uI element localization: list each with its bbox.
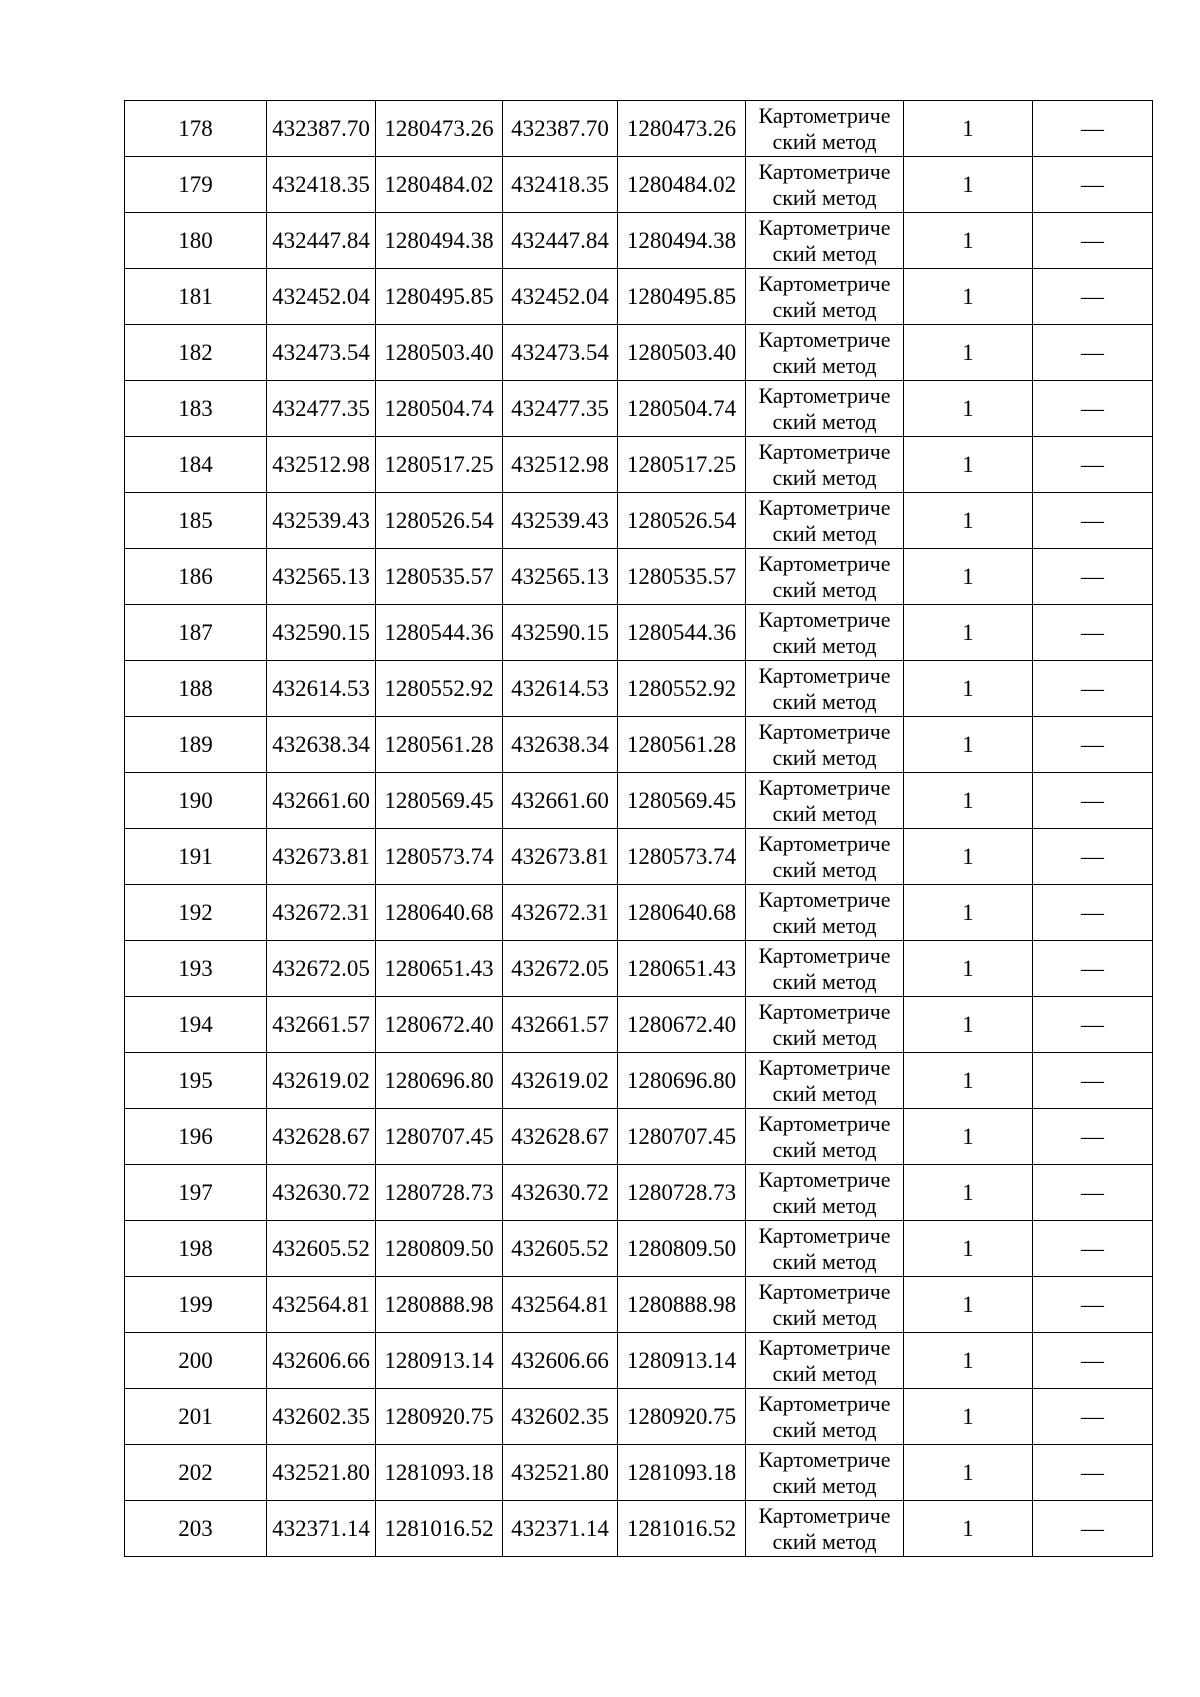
method-cell xyxy=(746,1221,904,1277)
description-cell: — xyxy=(1033,437,1153,493)
method-cell xyxy=(746,717,904,773)
existing-y-cell: 1280913.14 xyxy=(376,1333,503,1389)
new-x-cell: 432673.81 xyxy=(503,829,618,885)
point-number-cell: 193 xyxy=(125,941,267,997)
existing-y-cell: 1280573.74 xyxy=(376,829,503,885)
table-row xyxy=(125,1109,1153,1165)
new-x-cell: 432447.84 xyxy=(503,213,618,269)
accuracy-cell: 1 xyxy=(904,997,1033,1053)
table-row xyxy=(125,661,1153,717)
new-y-cell: 1280569.45 xyxy=(618,773,746,829)
new-y-cell: 1280707.45 xyxy=(618,1109,746,1165)
description-cell: — xyxy=(1033,213,1153,269)
table-row xyxy=(125,1165,1153,1221)
existing-x-cell: 432387.70 xyxy=(267,101,376,157)
point-number-cell: 179 xyxy=(125,157,267,213)
point-number-cell: 189 xyxy=(125,717,267,773)
existing-y-cell: 1280552.92 xyxy=(376,661,503,717)
existing-x-cell: 432602.35 xyxy=(267,1389,376,1445)
new-y-cell: 1280640.68 xyxy=(618,885,746,941)
point-number-cell: 183 xyxy=(125,381,267,437)
point-number-cell: 195 xyxy=(125,1053,267,1109)
description-cell: — xyxy=(1033,829,1153,885)
existing-x-cell: 432521.80 xyxy=(267,1445,376,1501)
existing-x-cell: 432452.04 xyxy=(267,269,376,325)
method-line-1: Картометриче xyxy=(758,1222,891,1248)
method-line-2: ский метод xyxy=(772,408,877,434)
method-line-2: ский метод xyxy=(772,1136,877,1162)
new-x-cell: 432661.60 xyxy=(503,773,618,829)
new-x-cell: 432521.80 xyxy=(503,1445,618,1501)
method-cell xyxy=(746,885,904,941)
method-line-2: ский метод xyxy=(772,968,877,994)
new-y-cell: 1280561.28 xyxy=(618,717,746,773)
existing-y-cell: 1280535.57 xyxy=(376,549,503,605)
existing-y-cell: 1280517.25 xyxy=(376,437,503,493)
new-y-cell: 1280494.38 xyxy=(618,213,746,269)
method-line-2: ский метод xyxy=(772,912,877,938)
new-y-cell: 1280484.02 xyxy=(618,157,746,213)
new-y-cell: 1280573.74 xyxy=(618,829,746,885)
accuracy-cell: 1 xyxy=(904,605,1033,661)
table-row xyxy=(125,549,1153,605)
new-y-cell: 1280809.50 xyxy=(618,1221,746,1277)
existing-y-cell: 1280503.40 xyxy=(376,325,503,381)
description-cell: — xyxy=(1033,381,1153,437)
description-cell: — xyxy=(1033,157,1153,213)
existing-x-cell: 432371.14 xyxy=(267,1501,376,1557)
description-cell: — xyxy=(1033,1053,1153,1109)
description-cell: — xyxy=(1033,1445,1153,1501)
method-cell xyxy=(746,997,904,1053)
method-line-2: ский метод xyxy=(772,296,877,322)
point-number-cell: 200 xyxy=(125,1333,267,1389)
table-row xyxy=(125,1277,1153,1333)
new-x-cell: 432590.15 xyxy=(503,605,618,661)
coordinates-table-body xyxy=(125,101,1153,1557)
description-cell: — xyxy=(1033,1277,1153,1333)
existing-y-cell: 1280728.73 xyxy=(376,1165,503,1221)
point-number-cell: 187 xyxy=(125,605,267,661)
description-cell: — xyxy=(1033,717,1153,773)
description-cell: — xyxy=(1033,1333,1153,1389)
table-row xyxy=(125,1333,1153,1389)
table-row xyxy=(125,1445,1153,1501)
accuracy-cell: 1 xyxy=(904,381,1033,437)
point-number-cell: 186 xyxy=(125,549,267,605)
existing-x-cell: 432590.15 xyxy=(267,605,376,661)
point-number-cell: 196 xyxy=(125,1109,267,1165)
method-cell xyxy=(746,1165,904,1221)
method-line-2: ский метод xyxy=(772,1416,877,1442)
new-y-cell: 1280920.75 xyxy=(618,1389,746,1445)
point-number-cell: 191 xyxy=(125,829,267,885)
accuracy-cell: 1 xyxy=(904,941,1033,997)
table-row xyxy=(125,325,1153,381)
new-x-cell: 432539.43 xyxy=(503,493,618,549)
table-row xyxy=(125,605,1153,661)
new-y-cell: 1280651.43 xyxy=(618,941,746,997)
table-row xyxy=(125,941,1153,997)
existing-x-cell: 432672.05 xyxy=(267,941,376,997)
point-number-cell: 178 xyxy=(125,101,267,157)
accuracy-cell: 1 xyxy=(904,101,1033,157)
method-cell xyxy=(746,605,904,661)
new-y-cell: 1280672.40 xyxy=(618,997,746,1053)
table-row xyxy=(125,381,1153,437)
accuracy-cell: 1 xyxy=(904,1277,1033,1333)
method-line-1: Картометриче xyxy=(758,326,891,352)
existing-x-cell: 432565.13 xyxy=(267,549,376,605)
existing-y-cell: 1280473.26 xyxy=(376,101,503,157)
existing-x-cell: 432672.31 xyxy=(267,885,376,941)
method-line-1: Картометриче xyxy=(758,718,891,744)
new-x-cell: 432418.35 xyxy=(503,157,618,213)
table-row xyxy=(125,493,1153,549)
existing-y-cell: 1280696.80 xyxy=(376,1053,503,1109)
existing-x-cell: 432619.02 xyxy=(267,1053,376,1109)
point-number-cell: 197 xyxy=(125,1165,267,1221)
existing-x-cell: 432477.35 xyxy=(267,381,376,437)
existing-x-cell: 432630.72 xyxy=(267,1165,376,1221)
description-cell: — xyxy=(1033,549,1153,605)
new-x-cell: 432473.54 xyxy=(503,325,618,381)
table-row xyxy=(125,1221,1153,1277)
new-x-cell: 432512.98 xyxy=(503,437,618,493)
table-row xyxy=(125,885,1153,941)
accuracy-cell: 1 xyxy=(904,269,1033,325)
method-line-1: Картометриче xyxy=(758,774,891,800)
accuracy-cell: 1 xyxy=(904,1501,1033,1557)
new-y-cell: 1281093.18 xyxy=(618,1445,746,1501)
point-number-cell: 194 xyxy=(125,997,267,1053)
description-cell: — xyxy=(1033,773,1153,829)
method-line-2: ский метод xyxy=(772,240,877,266)
method-line-2: ский метод xyxy=(772,128,877,154)
new-x-cell: 432477.35 xyxy=(503,381,618,437)
method-cell xyxy=(746,101,904,157)
accuracy-cell: 1 xyxy=(904,661,1033,717)
existing-x-cell: 432661.57 xyxy=(267,997,376,1053)
new-x-cell: 432387.70 xyxy=(503,101,618,157)
method-line-1: Картометриче xyxy=(758,102,891,128)
existing-y-cell: 1280640.68 xyxy=(376,885,503,941)
new-x-cell: 432614.53 xyxy=(503,661,618,717)
method-cell xyxy=(746,381,904,437)
new-x-cell: 432602.35 xyxy=(503,1389,618,1445)
existing-x-cell: 432512.98 xyxy=(267,437,376,493)
new-y-cell: 1280503.40 xyxy=(618,325,746,381)
point-number-cell: 201 xyxy=(125,1389,267,1445)
new-y-cell: 1280544.36 xyxy=(618,605,746,661)
method-line-1: Картометриче xyxy=(758,270,891,296)
accuracy-cell: 1 xyxy=(904,325,1033,381)
method-line-2: ский метод xyxy=(772,856,877,882)
method-cell xyxy=(746,1389,904,1445)
point-number-cell: 182 xyxy=(125,325,267,381)
method-line-2: ский метод xyxy=(772,688,877,714)
new-x-cell: 432452.04 xyxy=(503,269,618,325)
existing-y-cell: 1280504.74 xyxy=(376,381,503,437)
table-row xyxy=(125,717,1153,773)
table-row xyxy=(125,269,1153,325)
new-x-cell: 432606.66 xyxy=(503,1333,618,1389)
coordinates-table xyxy=(124,100,1153,1557)
description-cell: — xyxy=(1033,1221,1153,1277)
new-y-cell: 1280913.14 xyxy=(618,1333,746,1389)
new-y-cell: 1280473.26 xyxy=(618,101,746,157)
method-line-1: Картометриче xyxy=(758,1110,891,1136)
method-line-2: ский метод xyxy=(772,800,877,826)
method-line-1: Картометриче xyxy=(758,438,891,464)
method-line-2: ский метод xyxy=(772,184,877,210)
method-cell xyxy=(746,269,904,325)
existing-x-cell: 432564.81 xyxy=(267,1277,376,1333)
new-x-cell: 432661.57 xyxy=(503,997,618,1053)
method-line-1: Картометриче xyxy=(758,886,891,912)
accuracy-cell: 1 xyxy=(904,1053,1033,1109)
description-cell: — xyxy=(1033,1109,1153,1165)
table-row xyxy=(125,829,1153,885)
accuracy-cell: 1 xyxy=(904,885,1033,941)
existing-y-cell: 1280707.45 xyxy=(376,1109,503,1165)
accuracy-cell: 1 xyxy=(904,1333,1033,1389)
method-line-1: Картометриче xyxy=(758,158,891,184)
method-line-1: Картометриче xyxy=(758,214,891,240)
point-number-cell: 203 xyxy=(125,1501,267,1557)
existing-y-cell: 1281016.52 xyxy=(376,1501,503,1557)
method-line-1: Картометриче xyxy=(758,662,891,688)
accuracy-cell: 1 xyxy=(904,1109,1033,1165)
accuracy-cell: 1 xyxy=(904,549,1033,605)
existing-y-cell: 1280920.75 xyxy=(376,1389,503,1445)
method-cell xyxy=(746,773,904,829)
method-line-1: Картометриче xyxy=(758,494,891,520)
existing-x-cell: 432628.67 xyxy=(267,1109,376,1165)
method-line-1: Картометриче xyxy=(758,1334,891,1360)
existing-x-cell: 432638.34 xyxy=(267,717,376,773)
new-y-cell: 1280535.57 xyxy=(618,549,746,605)
method-cell xyxy=(746,157,904,213)
method-cell xyxy=(746,941,904,997)
method-line-2: ский метод xyxy=(772,1080,877,1106)
existing-y-cell: 1280651.43 xyxy=(376,941,503,997)
existing-y-cell: 1280672.40 xyxy=(376,997,503,1053)
point-number-cell: 198 xyxy=(125,1221,267,1277)
existing-y-cell: 1280484.02 xyxy=(376,157,503,213)
existing-x-cell: 432473.54 xyxy=(267,325,376,381)
method-cell xyxy=(746,549,904,605)
method-line-1: Картометриче xyxy=(758,830,891,856)
method-line-2: ский метод xyxy=(772,1248,877,1274)
new-x-cell: 432605.52 xyxy=(503,1221,618,1277)
method-line-2: ский метод xyxy=(772,632,877,658)
method-line-2: ский метод xyxy=(772,352,877,378)
existing-y-cell: 1280888.98 xyxy=(376,1277,503,1333)
existing-y-cell: 1281093.18 xyxy=(376,1445,503,1501)
method-line-1: Картометриче xyxy=(758,606,891,632)
method-line-2: ский метод xyxy=(772,1024,877,1050)
point-number-cell: 181 xyxy=(125,269,267,325)
method-line-2: ский метод xyxy=(772,1528,877,1554)
point-number-cell: 185 xyxy=(125,493,267,549)
point-number-cell: 188 xyxy=(125,661,267,717)
new-y-cell: 1280552.92 xyxy=(618,661,746,717)
existing-x-cell: 432605.52 xyxy=(267,1221,376,1277)
description-cell: — xyxy=(1033,885,1153,941)
method-cell xyxy=(746,1109,904,1165)
new-x-cell: 432371.14 xyxy=(503,1501,618,1557)
new-x-cell: 432638.34 xyxy=(503,717,618,773)
description-cell: — xyxy=(1033,1389,1153,1445)
point-number-cell: 184 xyxy=(125,437,267,493)
method-line-2: ский метод xyxy=(772,1360,877,1386)
method-cell xyxy=(746,493,904,549)
method-line-1: Картометриче xyxy=(758,382,891,408)
accuracy-cell: 1 xyxy=(904,1221,1033,1277)
existing-y-cell: 1280809.50 xyxy=(376,1221,503,1277)
new-x-cell: 432564.81 xyxy=(503,1277,618,1333)
existing-x-cell: 432539.43 xyxy=(267,493,376,549)
existing-y-cell: 1280495.85 xyxy=(376,269,503,325)
existing-x-cell: 432418.35 xyxy=(267,157,376,213)
new-y-cell: 1280526.54 xyxy=(618,493,746,549)
accuracy-cell: 1 xyxy=(904,717,1033,773)
new-y-cell: 1280696.80 xyxy=(618,1053,746,1109)
method-cell xyxy=(746,213,904,269)
accuracy-cell: 1 xyxy=(904,493,1033,549)
method-line-2: ский метод xyxy=(772,1192,877,1218)
table-row xyxy=(125,1053,1153,1109)
method-line-2: ский метод xyxy=(772,520,877,546)
description-cell: — xyxy=(1033,1501,1153,1557)
accuracy-cell: 1 xyxy=(904,157,1033,213)
new-x-cell: 432565.13 xyxy=(503,549,618,605)
new-y-cell: 1280495.85 xyxy=(618,269,746,325)
method-cell xyxy=(746,1445,904,1501)
accuracy-cell: 1 xyxy=(904,213,1033,269)
table-row xyxy=(125,1501,1153,1557)
accuracy-cell: 1 xyxy=(904,1389,1033,1445)
method-cell xyxy=(746,829,904,885)
method-cell xyxy=(746,1333,904,1389)
description-cell: — xyxy=(1033,325,1153,381)
existing-y-cell: 1280526.54 xyxy=(376,493,503,549)
new-x-cell: 432630.72 xyxy=(503,1165,618,1221)
accuracy-cell: 1 xyxy=(904,1165,1033,1221)
description-cell: — xyxy=(1033,661,1153,717)
new-x-cell: 432619.02 xyxy=(503,1053,618,1109)
accuracy-cell: 1 xyxy=(904,829,1033,885)
existing-y-cell: 1280569.45 xyxy=(376,773,503,829)
method-line-1: Картометриче xyxy=(758,1502,891,1528)
method-line-1: Картометриче xyxy=(758,1390,891,1416)
method-line-2: ский метод xyxy=(772,576,877,602)
point-number-cell: 180 xyxy=(125,213,267,269)
method-cell xyxy=(746,1277,904,1333)
accuracy-cell: 1 xyxy=(904,773,1033,829)
existing-y-cell: 1280561.28 xyxy=(376,717,503,773)
description-cell: — xyxy=(1033,493,1153,549)
point-number-cell: 202 xyxy=(125,1445,267,1501)
method-line-2: ский метод xyxy=(772,1304,877,1330)
existing-x-cell: 432606.66 xyxy=(267,1333,376,1389)
accuracy-cell: 1 xyxy=(904,437,1033,493)
table-row xyxy=(125,997,1153,1053)
point-number-cell: 199 xyxy=(125,1277,267,1333)
point-number-cell: 192 xyxy=(125,885,267,941)
description-cell: — xyxy=(1033,1165,1153,1221)
existing-x-cell: 432661.60 xyxy=(267,773,376,829)
table-row xyxy=(125,1389,1153,1445)
existing-y-cell: 1280494.38 xyxy=(376,213,503,269)
existing-x-cell: 432447.84 xyxy=(267,213,376,269)
method-line-2: ский метод xyxy=(772,464,877,490)
method-cell xyxy=(746,325,904,381)
method-cell xyxy=(746,437,904,493)
method-cell xyxy=(746,1053,904,1109)
existing-y-cell: 1280544.36 xyxy=(376,605,503,661)
new-y-cell: 1280888.98 xyxy=(618,1277,746,1333)
new-y-cell: 1280728.73 xyxy=(618,1165,746,1221)
method-cell xyxy=(746,1501,904,1557)
table-row xyxy=(125,437,1153,493)
description-cell: — xyxy=(1033,101,1153,157)
method-line-1: Картометриче xyxy=(758,998,891,1024)
method-line-1: Картометриче xyxy=(758,1278,891,1304)
table-row xyxy=(125,773,1153,829)
description-cell: — xyxy=(1033,941,1153,997)
existing-x-cell: 432673.81 xyxy=(267,829,376,885)
accuracy-cell: 1 xyxy=(904,1445,1033,1501)
new-y-cell: 1280504.74 xyxy=(618,381,746,437)
method-line-1: Картометриче xyxy=(758,1446,891,1472)
table-row xyxy=(125,213,1153,269)
new-y-cell: 1280517.25 xyxy=(618,437,746,493)
method-line-1: Картометриче xyxy=(758,1054,891,1080)
method-line-2: ский метод xyxy=(772,1472,877,1498)
new-x-cell: 432672.31 xyxy=(503,885,618,941)
table-row xyxy=(125,157,1153,213)
description-cell: — xyxy=(1033,269,1153,325)
method-cell xyxy=(746,661,904,717)
new-x-cell: 432672.05 xyxy=(503,941,618,997)
point-number-cell: 190 xyxy=(125,773,267,829)
method-line-1: Картометриче xyxy=(758,550,891,576)
description-cell: — xyxy=(1033,997,1153,1053)
method-line-2: ский метод xyxy=(772,744,877,770)
new-y-cell: 1281016.52 xyxy=(618,1501,746,1557)
description-cell: — xyxy=(1033,605,1153,661)
method-line-1: Картометриче xyxy=(758,1166,891,1192)
existing-x-cell: 432614.53 xyxy=(267,661,376,717)
table-row xyxy=(125,101,1153,157)
method-line-1: Картометриче xyxy=(758,942,891,968)
new-x-cell: 432628.67 xyxy=(503,1109,618,1165)
